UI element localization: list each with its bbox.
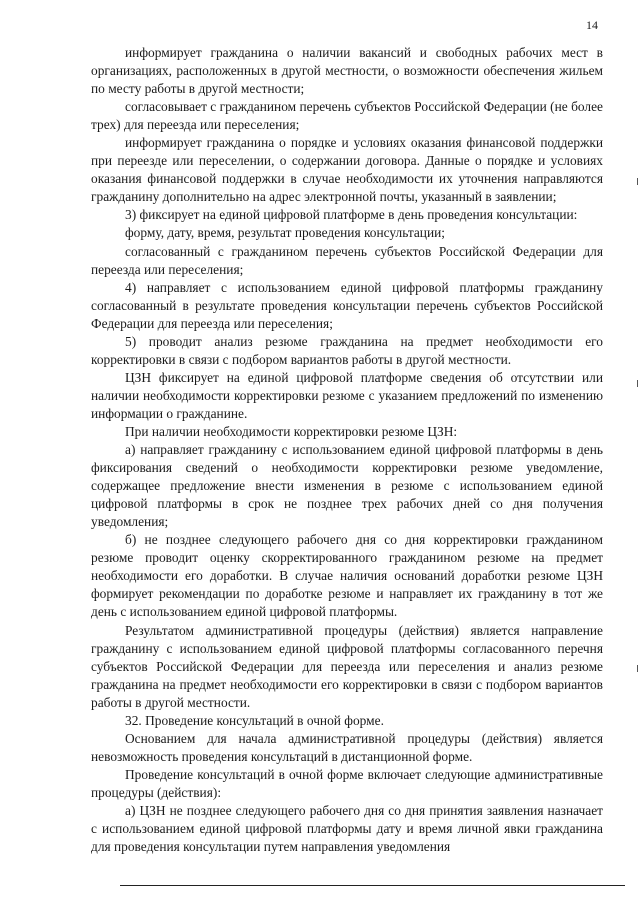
paragraph: б) не позднее следующего рабочего дня со дня корректировки гражданином резюме проводит оценку скорректированного гражданином резюме на предмет необходимости его доработки. В случае наличия оснований доработки резюме ЦЗН формирует рекомендации по доработке резюме и направляет их гражданину в тот же день с использованием единой цифровой платформы. (91, 532, 603, 620)
paragraph: ЦЗН фиксирует на единой цифровой платформе сведения об отсутствии или наличии необходимости корректировки резюме с указанием предложений по изменению информации о гражданине. (91, 369, 603, 421)
footer-rule (120, 885, 625, 886)
paragraph: Результатом административной процедуры (действия) является направление гражданину с использованием единой цифровой платформы согласованного перечня субъектов Российской Федерации для переезда или переселения и анализ резюме гражданина на предмет необходимости его корректировки в связи с подбором вариантов работы в другой местности. (91, 622, 603, 710)
paragraph: согласованный с гражданином перечень субъектов Российской Федерации для переезда или переселения; (91, 243, 603, 277)
paragraph: а) направляет гражданину с использованием единой цифровой платформы в день фиксирования сведений о необходимости корректировки резюме уведомление, содержащее предложение внести изменения в резюме с использованием единой цифровой платформы в срок не позднее трех рабочих дней со дня получения уведомления; (91, 442, 603, 530)
paragraph: 4) направляет с использованием единой цифровой платформы гражданину согласованный в результате проведения консультации перечень субъектов Российской Федерации для переезда или переселения; (91, 279, 603, 331)
paragraph: а) ЦЗН не позднее следующего рабочего дня со дня принятия заявления назначает с использованием единой цифровой платформы дату и время личной явки гражданина для проведения консультации путем направления уведомления (91, 802, 603, 855)
paragraph: форму, дату, время, результат проведения консультации; (125, 225, 445, 241)
paragraph: 5) проводит анализ резюме гражданина на предмет необходимости его корректировки в связи с подбором вариантов работы в другой местности. (91, 333, 603, 367)
scan-artifact (637, 380, 638, 387)
page-number: 14 (586, 18, 598, 32)
scan-artifact (637, 665, 638, 672)
section-heading: 32. Проведение консультаций в очной форме. (125, 712, 384, 728)
paragraph: информирует гражданина о порядке и условиях оказания финансовой поддержки при переезде или переселении, о содержании договора. Данные о порядке и условиях оказания финансовой поддержки в случае необходимости их уточнения направляются гражданину дополнительно на адрес электронной почты, указанный в заявлении; (91, 135, 603, 205)
scan-artifact (637, 178, 638, 185)
paragraph: 3) фиксирует на единой цифровой платформе в день проведения консультации: (125, 207, 578, 223)
paragraph: информирует гражданина о наличии вакансий и свободных рабочих мест в организациях, расположенных в другой местности, о возможности обеспечения жильем по месту работы в другой местности; (91, 45, 603, 97)
paragraph: Проведение консультаций в очной форме включает следующие административные процедуры (действия): (91, 766, 603, 800)
paragraph: При наличии необходимости корректировки резюме ЦЗН: (125, 423, 458, 439)
document-body (91, 44, 603, 856)
paragraph: согласовывает с гражданином перечень субъектов Российской Федерации (не более трех) для переезда или переселения; (91, 99, 603, 133)
paragraph: Основанием для начала административной процедуры (действия) является невозможность проведения консультаций в дистанционной форме. (91, 730, 603, 764)
